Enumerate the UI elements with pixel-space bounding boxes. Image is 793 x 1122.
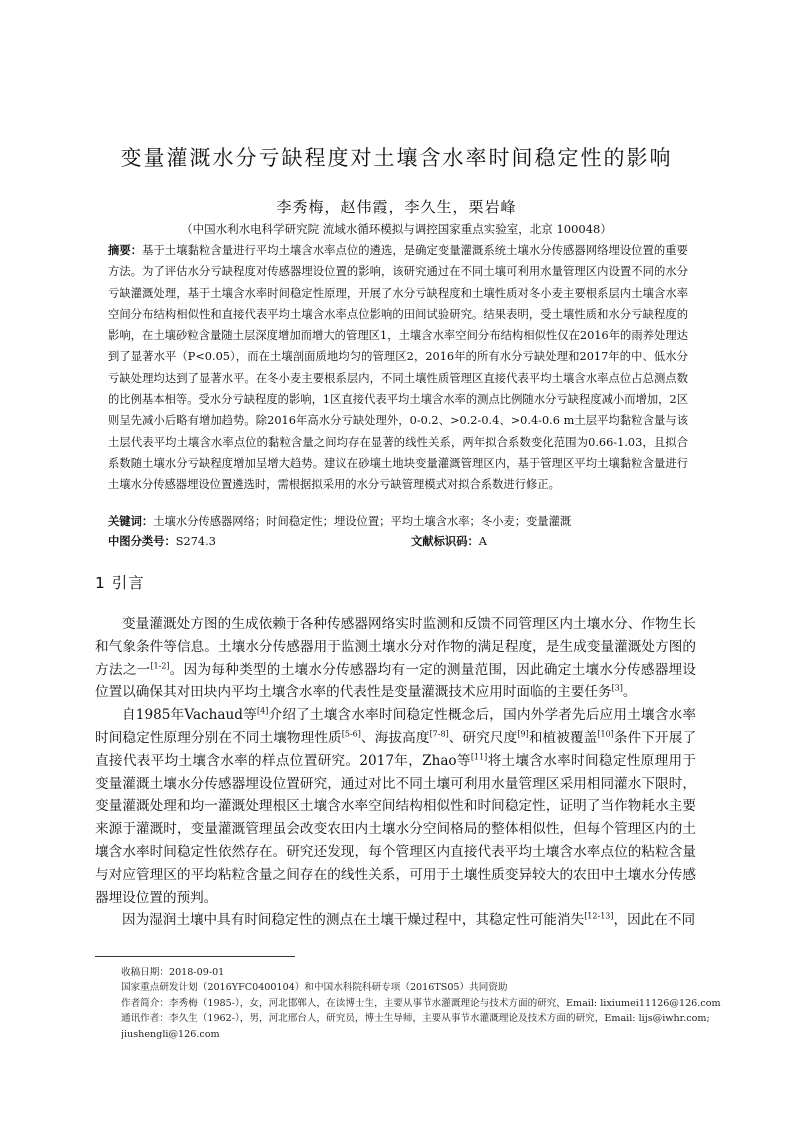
keywords (108, 513, 708, 531)
citation: [1-2] (150, 661, 170, 671)
clc-number (108, 533, 216, 551)
body-text (95, 613, 696, 932)
clc-value: S274.3 (175, 535, 216, 548)
abstract-label: 摘要： (108, 244, 143, 257)
citation: [3] (611, 683, 623, 693)
abstract (108, 240, 688, 496)
author-list: 李秀梅，赵伟霞，李久生，栗岩峰 (276, 198, 517, 216)
abstract-text: 基于土壤黏粒含量进行平均土壤含水率点位的遴选，是确定变量灌溉系统土壤水分传感器网络埋设位置的重要方法。为了评估水分亏缺程度对传感器埋设位置的影响，该研究通过在不同土壤可利用水量管理区内设置不同的水分亏缺灌溉处理，基于土壤含水率时间稳定性原理，开展了水分亏缺程度和土壤性质对冬小麦主要根系层内土壤含水率空间分布结构相似性和直接代表平均土壤含水率点位影响的田间试验研究。结果表明，受土壤性质和水分亏缺程度的影响，在土壤砂粒含量随土层深度增加而增大的管理区1，土壤含水率空间分布结构相似性仅在2016年的雨养处理达到了显著水平（P<0.05），而在土壤剖面质地均匀的管理区2，2016年的所有水分亏缺处理和2017年的中、低水分亏缺处理均达到了显著水平。在冬小麦主要根系层内，不同土壤性质管理区直接代表平均土壤含水率点位占总测点数的比例基本相等。受水分亏缺程度的影响，1区直接代表平均土壤含水率的测点比例随水分亏缺程度减小而增加，2区则呈先减小后略有增加趋势。除2016年高水分亏缺处理外，0-0.2、>0.2-0.4、>0.4-0.6 m土层平均黏粒含量与该土层代表平均土壤含水率点位的黏粒含量之间均存在显著的线性关系，两年拟合系数变化范围为0.66-1.03，且拟合系数随土壤水分亏缺程度增加呈增大趋势。建议在砂壤土地块变量灌溉管理区内，基于管理区平均土壤黏粒含量进行土壤水分传感器埋设位置遴选时，需根据拟采用的水分亏缺管理模式对拟合系数进行修正。 (108, 244, 688, 492)
footnote-corresponding-email: jiushengli@126.com (121, 1028, 220, 1040)
keywords-text: 土壤水分传感器网络；时间稳定性；埋设位置；平均土壤含水率；冬小麦；变量灌溉 (153, 515, 572, 528)
footnote-corresponding: 通讯作者：李久生（1962-），男，河北邢台人，研究员，博士生导师，主要从事节水灌溉理论及技术方面的研究，Email: lijs@iwhr.com; (121, 1013, 710, 1025)
citation: [9] (517, 729, 529, 739)
footnote-author: 作者简介：李秀梅（1985-），女，河北邯郸人，在读博士生，主要从事节水灌溉理论与技术方面的研究，Email: lixiumei11126@126.com (121, 997, 721, 1009)
keywords-label: 关键词： (108, 515, 154, 528)
paper-title: 变量灌溉水分亏缺程度对土壤含水率时间稳定性的影响 (120, 146, 673, 170)
citation: [4] (257, 706, 269, 716)
citation: [11] (470, 752, 488, 762)
paragraph-3: 因为湿润土壤中具有时间稳定性的测点在土壤干燥过程中，其稳定性可能消失[12-13]，因此在不同 (122, 911, 696, 929)
citation: [12-13] (584, 911, 614, 921)
footnote-received: 收稿日期：2018-09-01 (121, 967, 225, 978)
affiliation: （中国水利水电科学研究院 流域水循环模拟与调控国家重点实验室，北京 100048） (181, 222, 612, 236)
doc-value: A (478, 535, 487, 548)
footnote-fund: 国家重点研发计划（2016YFC0400104）和中国水科院科研专项（2016TS05）共同资助 (121, 982, 508, 994)
citation: [7-8] (429, 729, 449, 739)
citation: [10] (597, 729, 614, 739)
document-code (411, 533, 487, 551)
paragraph-1: 变量灌溉处方图的生成依赖于各种传感器网络实时监测和反馈不同管理区内土壤水分、作物生长和气象条件等信息。土壤水分传感器用于监测土壤水分对作物的满足程度，是生成变量灌溉处方图的方法之一[1-2]。因为每种类型的土壤水分传感器均有一定的测量范围，因此确定土壤水分传感器埋设位置以确保其对田块内平均土壤含水率的代表性是变量灌溉技术应用时面临的主要任务[3]。 (95, 616, 697, 701)
footnote-divider (95, 956, 295, 957)
citation: [5-6] (341, 729, 361, 739)
paragraph-2: 自1985年Vachaud等[4]介绍了土壤含水率时间稳定性概念后，国内外学者先后应用土壤含水率时间稳定性原理分别在不同土壤物理性质[5-6]、海拔高度[7-8]、研究尺度[9]和植被覆盖[10]条件下开展了直接代表平均土壤含水率的样点位置研究。2017年，Zhao等[11]将土壤含水率时间稳定性原理用于变量灌溉土壤水分传感器埋设位置研究，通过对比不同土壤可利用水量管理区采用相同灌水下限时，变量灌溉处理和均一灌溉处理根区土壤含水率空间结构相似性和时间稳定性，证明了当作物耗水主要来源于灌溉时，变量灌溉管理虽会改变农田内土壤水分空间格局的整体相似性，但每个管理区内的土壤含水率时间稳定性依然存在。研究还发现，每个管理区内直接代表平均土壤含水率点位的粘粒含量与对应管理区的平均粘粒含量之间存在的线性关系，可用于土壤性质变异较大的农田中土壤水分传感器埋设位置的预判。 (95, 706, 697, 906)
footnotes (121, 965, 721, 1042)
doc-label: 文献标识码： (411, 535, 479, 548)
clc-label: 中图分类号： (108, 535, 176, 548)
section-heading-introduction: 1 引言 (95, 574, 145, 592)
